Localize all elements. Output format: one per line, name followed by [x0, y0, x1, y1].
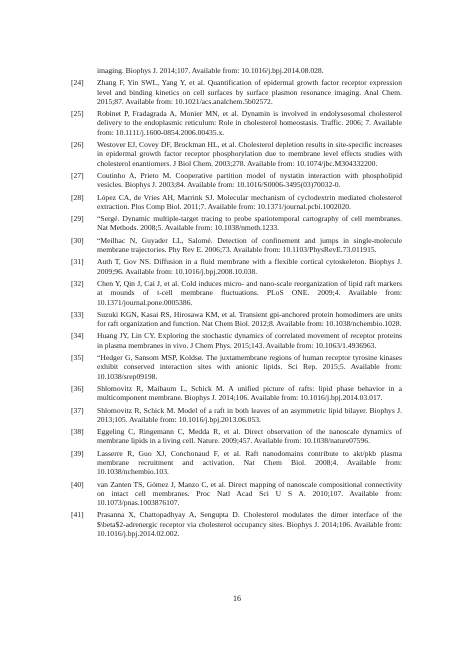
reference-item [71, 310, 402, 329]
reference-number: [30] [71, 235, 84, 245]
reference-text: López CA, de Vries AH, Marrink SJ. Molecular mechanism of cyclodextrin mediated cholesterol extraction. Plos Comp Biol. 2011;7. Available from: 10.1371/journal.pcbi.1002020. [97, 192, 402, 211]
reference-number: [25] [71, 109, 84, 119]
reference-number: [37] [71, 405, 84, 415]
reference-item [71, 193, 402, 212]
reference-text: Eggeling C, Ringemann C, Medda R, et al. Direct observation of the nanoscale dynamics of membrane lipids in a living cell. Nature. 2009;457. Available from: 10.1038/nature07596. [97, 427, 402, 446]
reference-item [71, 510, 402, 538]
reference-number: [31] [71, 257, 84, 267]
reference-text: Suzuki KGN, Kasai RS, Hirosawa KM, et al. Transient gpi-anchored protein homodimers are units for raft organization and function. Nat Chem Biol. 2012;8. Available from: 10.1038/nchembio.1028. [97, 309, 402, 329]
reference-number: [26] [71, 140, 84, 150]
reference-number: [36] [71, 383, 84, 393]
reference-item [71, 66, 402, 75]
reference-item [71, 406, 402, 425]
reference-number: [29] [71, 214, 84, 224]
reference-number: [41] [71, 510, 84, 520]
reference-text: van Zanten TS, Gómez J, Manzo C, et al. Direct mapping of nanoscale compositional connectivity on intact cell membranes. Proc Natl Acad Sci U S A. 2010;107. Available from: 10.1073/pnas.1003876107. [97, 479, 402, 508]
reference-text: Auth T, Gov NS. Diffusion in a fluid membrane with a flexible cortical cytoskeleton. Biophys J. 2009;96. Available from: 10.1016/j.bpj.2008.10.038. [97, 257, 402, 276]
reference-text: Shlomovitz R, Schick M. Model of a raft in both leaves of an asymmetric lipid bilayer. Biophys J. 2013;105. Available from: 10.1016/j.bpj.2013.06.053. [97, 405, 402, 424]
reference-text: imaging. Biophys J. 2014;107. Available from: 10.1016/j.bpj.2014.08.028. [97, 66, 324, 75]
reference-text: “Hedger G, Sansom MSP, Koldsø. The juxtamembrane regions of human receptor tyrosine kinases exhibit conserved interaction sites with anionic lipids. Sci Rep. 2015;5. Available from: 10.1038/srep09198. [97, 353, 402, 381]
reference-text: “Sergé. Dynamic multiple-target tracing to probe spatiotemporal cartography of cell membranes. Nat Methods. 2008;5. Available from: 10.1038/nmeth.1233. [97, 214, 402, 233]
reference-item [71, 279, 402, 307]
reference-item [71, 257, 402, 276]
reference-text: Westover EJ, Covey DF, Brockman HL, et al. Cholesterol depletion results in site-specific increases in epidermal growth factor receptor phosphorylation due to membrane level effects studies with cholesterol enantiomers. J Biol Chem. 2003;278. Available from: 10.1074/jbc.M304332200. [97, 140, 402, 168]
reference-number: [33] [71, 309, 84, 319]
reference-item [71, 214, 402, 233]
reference-text: Robinet P, Fradagrada A, Monier MN, et al. Dynamin is involved in endolysosomal cholesterol delivery to the endoplasmic reticulum: Role in cholesterol homeostasis. Traffic. 2006; 7. Available from: 10.1111/j.1600-0854.2006.00435.x. [97, 109, 402, 137]
reference-number: [27] [71, 170, 84, 180]
reference-item [71, 384, 402, 403]
reference-item [71, 353, 402, 381]
reference-text: Huang JY, Lin CY. Exploring the stochastic dynamics of correlated movement of receptor proteins in plasma membranes in vivo. J Chem Phys. 2015;143. Available from: 10.1063/1.4936963. [97, 331, 402, 350]
page-number: 16 [233, 594, 241, 603]
reference-list [71, 66, 402, 541]
reference-number: [28] [71, 192, 84, 202]
reference-item [71, 427, 402, 446]
reference-text: Prasanna X, Chattopadhyay A, Sengupta D. Cholesterol modulates the dimer interface of the $\beta$2-adrenergic receptor via cholesterol occupancy sites. Biophys J. 2014;106. Available from: 10.1016/j.bpj.2014.02.002. [97, 510, 402, 539]
reference-number: [39] [71, 448, 84, 458]
reference-item [71, 236, 402, 255]
reference-text: Coutinho A, Prieto M. Cooperative partition model of nystatin interaction with phospholipid vesicles. Biophys J. 2003;84. Available from: 10.1016/S0006-3495(03)70032-0. [97, 170, 402, 190]
reference-number: [24] [71, 78, 84, 88]
reference-text: Zhang F, Yin SWL, Yang Y, et al. Quantification of epidermal growth factor receptor expression level and binding kinetics on cell surfaces by surface plasmon resonance imaging. Anal Chem. 2015;87. Available from: 10.1021/acs.analchem.5b02572. [97, 78, 402, 106]
reference-text: Chen Y, Qin J, Cai J, et al. Cold induces micro- and nano-scale reorganization of lipid raft markers at mounds of t-cell membrane fluctuations. PLoS ONE. 2009;4. Available from: 10.1371/journal.pone.0005386. [97, 278, 402, 307]
reference-text: Shlomovitz R, Maibaum L, Schick M. A unified picture of rafts: lipid phase behavior in a multicomponent membrane. Biophys J. 2014;106. Available from: 10.1016/j.bpj.2014.03.017. [97, 383, 402, 403]
reference-number: [34] [71, 331, 84, 341]
reference-item [71, 331, 402, 350]
reference-item [71, 109, 402, 137]
reference-number: [38] [71, 427, 84, 437]
reference-text: Lasserre R, Guo XJ, Conchonaud F, et al. Raft nanodomains contribute to akt/pkb plasma membrane recruitment and activation. Nat Chem Biol. 2008;4. Available from: 10.1038/nchembio.103. [97, 448, 402, 477]
reference-item [71, 78, 402, 106]
reference-item [71, 171, 402, 190]
reference-number: [35] [71, 353, 84, 363]
reference-text: “Meilhac N, Guyader LL, Salomé. Detection of confinement and jumps in single-molecule membrane trajectories. Phy Rev E. 2006;73. Available from: 10.1103/PhysRevE.73.011915. [97, 235, 402, 255]
reference-item [71, 140, 402, 168]
reference-number: [32] [71, 278, 84, 288]
reference-number: [40] [71, 479, 84, 489]
reference-item [71, 480, 402, 508]
reference-item [71, 449, 402, 477]
